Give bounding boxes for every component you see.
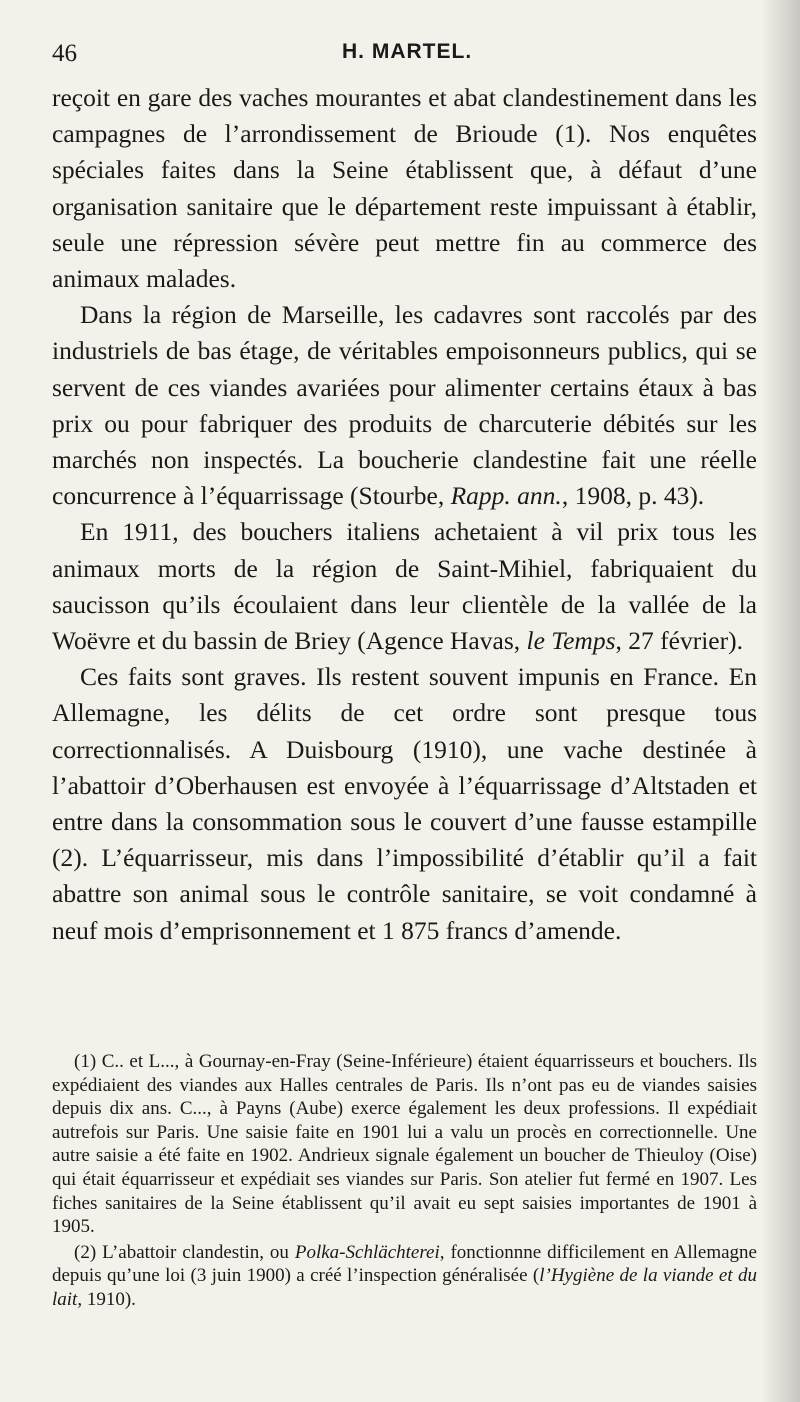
footnote-2-text: (2) L’abattoir clandestin, ou — [74, 1241, 295, 1263]
footnote-1: (1) C.. et L..., à Gournay-en-Fray (Seine-Inférieure) étaient équarrisseurs et bouchers. Ils expédiaient des viandes aux Halles centrales de Paris. Ils n’ont pas eu de viandes saisies depuis dix ans. C..., à Payns (Aube) exerce également les deux professions. Il expédiait autrefois sur Paris. Une saisie faite en 1901 lui a valu un procès en correctionnelle. Une autre saisie a été faite en 1902. Andrieux signale également un boucher de Thieuloy (Oise) qui était équarrisseur et expédiait ses viandes sur Paris. Son atelier fut fermé en 1907. Les fiches sanitaires de la Seine établissent qu’il avait eu sept saisies importantes de 1901 à 1905. — [52, 1051, 757, 1238]
paragraph-3-citation: le Temps — [526, 626, 616, 656]
footnote-2-middle: , fonctionnne difficilement en Allemagne depuis qu’une loi (3 juin 1900) a créé l’inspection généralisée ( — [52, 1241, 757, 1287]
running-head: H. MARTEL. — [342, 40, 473, 63]
footnote-2 — [52, 1241, 757, 1312]
paragraph-2-citation: Rapp. ann. — [450, 481, 562, 511]
footnote-2-tail: , 1910). — [77, 1288, 136, 1310]
paragraph-1: reçoit en gare des vaches mourantes et abat clandestinement dans les campagnes de l’arrondissement de Brioude (1). Nos enquêtes spéciales faites dans la Seine établissent que, à défaut d’une organisation sanitaire que le département reste impuissant à établir, seule une répression sévère peut mettre fin au commerce des animaux malades. — [52, 83, 757, 294]
paragraph-2 — [52, 297, 757, 514]
footnote-2-citation: l’Hygiène de la viande et du lait — [52, 1265, 757, 1310]
paragraph-3-tail: , 27 février). — [615, 626, 743, 656]
paragraph-4: Ces faits sont graves. Ils restent souvent impunis en France. En Allemagne, les délits de cet ordre sont presque tous correctionnalisés. A Duisbourg (1910), une vache destinée à l’abattoir d’Oberhausen est envoyée à l’équarrissage d’Altstaden et entre dans la consommation sous le couvert d’une fausse estampille (2). L’équarrisseur, mis dans l’impossibilité d’établir qu’il a fait abattre son animal sous le contrôle sanitaire, se voit condamné à neuf mois d’emprisonnement et 1 875 francs d’amende. — [52, 662, 757, 945]
page-edge-shadow — [760, 0, 800, 1402]
paragraph-3 — [52, 514, 757, 659]
paragraph-3-text: En 1911, des bouchers italiens achetaient à vil prix tous les animaux morts de la région de Saint-Mihiel, fabriquaient du saucisson qu’ils écoulaient dans leur clientèle de la vallée de la Woëvre et du bassin de Briey (Agence Havas, — [52, 517, 757, 656]
page-header — [52, 40, 757, 76]
page-number: 46 — [52, 40, 77, 67]
paragraph-2-tail: , 1908, p. 43). — [561, 481, 705, 511]
footnotes — [52, 1050, 757, 1312]
paragraph-2-text: Dans la région de Marseille, les cadavres sont raccolés par des industriels de bas étage, de véritables empoisonneurs publics, qui se servent de ces viandes avariées pour alimenter certains étaux à bas prix ou pour fabriquer des produits de charcuterie débités sur les marchés non inspectés. La boucherie clandestine fait une réelle concurrence à l’équarrissage (Stourbe, — [52, 300, 757, 511]
footnote-2-term: Polka-Schlächterei — [294, 1241, 440, 1263]
body-text — [52, 80, 757, 949]
